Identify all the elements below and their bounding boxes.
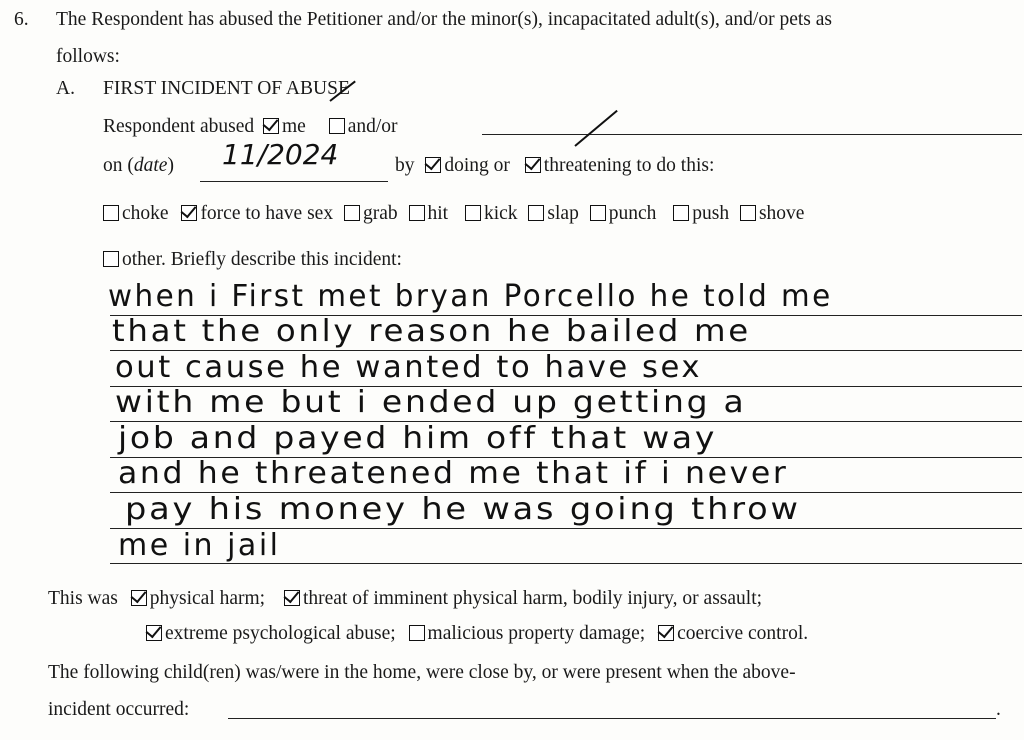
other-row <box>103 248 402 272</box>
harm-row-2 <box>146 622 808 646</box>
by-row <box>395 154 714 178</box>
physical-harm-checkbox[interactable] <box>131 590 147 606</box>
physical-harm-label: physical harm; <box>149 588 266 609</box>
description-line-4[interactable]: with me but i ended up getting a <box>115 385 747 420</box>
force-sex-label: force to have sex <box>200 203 334 224</box>
abuse-types-row <box>103 202 816 226</box>
on-date-label: on (date) <box>103 155 174 176</box>
description-line-6[interactable]: and he threatened me that if i never <box>118 456 789 491</box>
hit-label: hit <box>427 203 449 224</box>
description-rule <box>110 563 1022 564</box>
me-checkbox[interactable] <box>263 118 279 134</box>
kick-checkbox[interactable] <box>465 205 481 221</box>
hit-checkbox[interactable] <box>409 205 425 221</box>
property-label: malicious property damage; <box>427 623 646 644</box>
section-number: 6. <box>14 9 29 30</box>
abused-row <box>103 115 398 139</box>
andor-label: and/or <box>347 116 398 137</box>
date-value[interactable]: 11/2024 <box>222 138 339 171</box>
choke-checkbox[interactable] <box>103 205 119 221</box>
by-label: by <box>395 155 415 176</box>
section-text: The Respondent has abused the Petitioner and/or the minor(s), incapacitated adult(s), and/or pets as <box>56 9 832 30</box>
slap-checkbox[interactable] <box>528 205 544 221</box>
coercive-checkbox[interactable] <box>658 625 674 641</box>
shove-label: shove <box>758 203 805 224</box>
incident-heading: FIRST INCIDENT OF ABUSE <box>103 78 350 99</box>
threatening-label: threatening to do this: <box>543 155 715 176</box>
threatening-checkbox[interactable] <box>525 157 541 173</box>
push-label: push <box>692 203 730 224</box>
incident-letter: A. <box>56 78 75 99</box>
harm-label: This was <box>48 588 118 609</box>
kick-label: kick <box>483 203 518 224</box>
description-line-8[interactable]: me in jail <box>118 528 281 563</box>
children-text-cont: incident occurred: <box>48 699 190 720</box>
coercive-label: coercive control. <box>677 623 809 644</box>
description-line-3[interactable]: out cause he wanted to have sex <box>115 350 703 385</box>
push-checkbox[interactable] <box>673 205 689 221</box>
psychological-checkbox[interactable] <box>146 625 162 641</box>
choke-label: choke <box>122 203 169 224</box>
children-blank-line[interactable] <box>228 718 996 719</box>
abused-label: Respondent abused <box>103 116 255 137</box>
shove-checkbox[interactable] <box>740 205 756 221</box>
slap-label: slap <box>547 203 579 224</box>
psychological-label: extreme psychological abuse; <box>165 623 396 644</box>
punch-checkbox[interactable] <box>590 205 606 221</box>
children-end-mark: . <box>996 699 1001 720</box>
description-line-7[interactable]: pay his money he was going throw <box>125 492 801 527</box>
andor-checkbox[interactable] <box>329 118 345 134</box>
force-sex-checkbox[interactable] <box>181 205 197 221</box>
andor-pen-stroke <box>574 110 617 147</box>
property-checkbox[interactable] <box>409 625 425 641</box>
doing-checkbox[interactable] <box>425 157 441 173</box>
threat-harm-checkbox[interactable] <box>284 590 300 606</box>
date-word: date <box>133 155 168 176</box>
grab-checkbox[interactable] <box>344 205 360 221</box>
description-line-2[interactable]: that the only reason he bailed me <box>112 314 751 349</box>
me-label: me <box>281 116 306 137</box>
doing-label: doing or <box>444 155 510 176</box>
children-text: The following child(ren) was/were in the home, were close by, or were present when the above- <box>48 662 796 683</box>
description-line-5[interactable]: job and payed him off that way <box>118 421 718 456</box>
other-label: other. Briefly describe this incident: <box>122 249 402 270</box>
description-line-1[interactable]: when i First met bryan Porcello he told me <box>108 279 833 314</box>
date-line <box>200 181 388 182</box>
threat-harm-label: threat of imminent physical harm, bodily injury, or assault; <box>302 588 763 609</box>
other-checkbox[interactable] <box>103 251 119 267</box>
punch-label: punch <box>608 203 657 224</box>
grab-label: grab <box>362 203 398 224</box>
harm-row <box>48 587 762 611</box>
andor-blank-line[interactable] <box>482 134 1022 135</box>
section-text-cont: follows: <box>56 46 120 67</box>
